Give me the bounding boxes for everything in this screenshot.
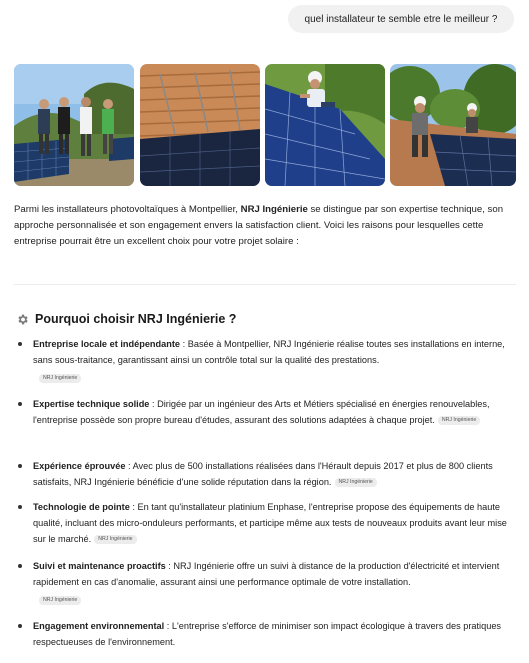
source-chip[interactable]: NRJ Ingénierie bbox=[335, 478, 377, 487]
user-message-bubble: quel installateur te semble etre le meilleur ? bbox=[288, 5, 514, 33]
item-text: : Dirigée par un ingénieur des Arts et Métiers spécialisé en énergies renouvelables, l'entreprise possède son propre bureau d'études, assurant des solutions adaptées à chaque projet. bbox=[33, 399, 490, 425]
gallery-image-technician[interactable] bbox=[265, 64, 385, 186]
section-divider bbox=[14, 284, 516, 285]
gallery-image-roof[interactable] bbox=[140, 64, 260, 186]
source-chip[interactable]: NRJ Ingénierie bbox=[94, 535, 136, 544]
item-text: : Basée à Montpellier, NRJ Ingénierie réalise toutes ses installations en interne, sans sous-traitance, garantissant ainsi un contrôle total sur la qualité des prestations. bbox=[33, 339, 505, 365]
item-text: : L'entreprise s'efforce de minimiser son impact écologique à travers des pratiques respectueuses de l'environnement. bbox=[33, 621, 502, 647]
image-gallery bbox=[14, 64, 516, 186]
intro-text-end: se distingue par son expertise technique, son approche personnalisée et son engagement envers la satisfaction client. Voici les raisons pour lesquelles cette entreprise pourrait être un excellent choix pour votre projet solaire : bbox=[14, 204, 504, 247]
item-title: Expertise technique solide bbox=[33, 399, 150, 409]
gear-icon bbox=[16, 313, 29, 326]
bullet bbox=[18, 342, 22, 346]
bullet bbox=[18, 402, 22, 406]
item-title: Technologie de pointe bbox=[33, 502, 130, 512]
gallery-image-workers[interactable] bbox=[390, 64, 516, 186]
item-title: Expérience éprouvée bbox=[33, 461, 126, 471]
source-chip[interactable]: NRJ Ingénierie bbox=[39, 374, 81, 383]
source-chip[interactable]: NRJ Ingénierie bbox=[438, 416, 480, 425]
item-text: : En tant qu'installateur platinium Enphase, l'entreprise propose des équipements de haute qualité, incluant des micro-onduleurs performants, et participe même aux tests de nouveaux produits avant leur mise sur le marché. bbox=[33, 502, 507, 544]
intro-paragraph bbox=[14, 202, 516, 250]
source-chip[interactable]: NRJ Ingénierie bbox=[39, 596, 81, 605]
bullet bbox=[18, 464, 22, 468]
section-heading bbox=[16, 312, 236, 326]
bullet bbox=[18, 564, 22, 568]
item-title: Engagement environnemental bbox=[33, 621, 165, 631]
item-text: : Avec plus de 500 installations réalisées dans l'Hérault depuis 2017 et plus de 800 clients satisfaits, NRJ Ingénierie bénéficie d'une solide réputation dans la région. bbox=[33, 461, 493, 487]
bullet bbox=[18, 505, 22, 509]
item-title: Suivi et maintenance proactifs bbox=[33, 561, 166, 571]
intro-text-start: Parmi les installateurs photovoltaïques à Montpellier, bbox=[14, 204, 241, 215]
item-text: : NRJ Ingénierie offre un suivi à distance de la production d'électricité et intervient rapidement en cas d'anomalie, assurant ainsi une performance optimale de votre installation. bbox=[33, 561, 500, 587]
intro-company-name: NRJ Ingénierie bbox=[240, 204, 308, 215]
bullet bbox=[18, 624, 22, 628]
item-title: Entreprise locale et indépendante bbox=[33, 339, 181, 349]
gallery-image-team[interactable] bbox=[14, 64, 134, 186]
section-title: Pourquoi choisir NRJ Ingénierie ? bbox=[35, 312, 237, 326]
